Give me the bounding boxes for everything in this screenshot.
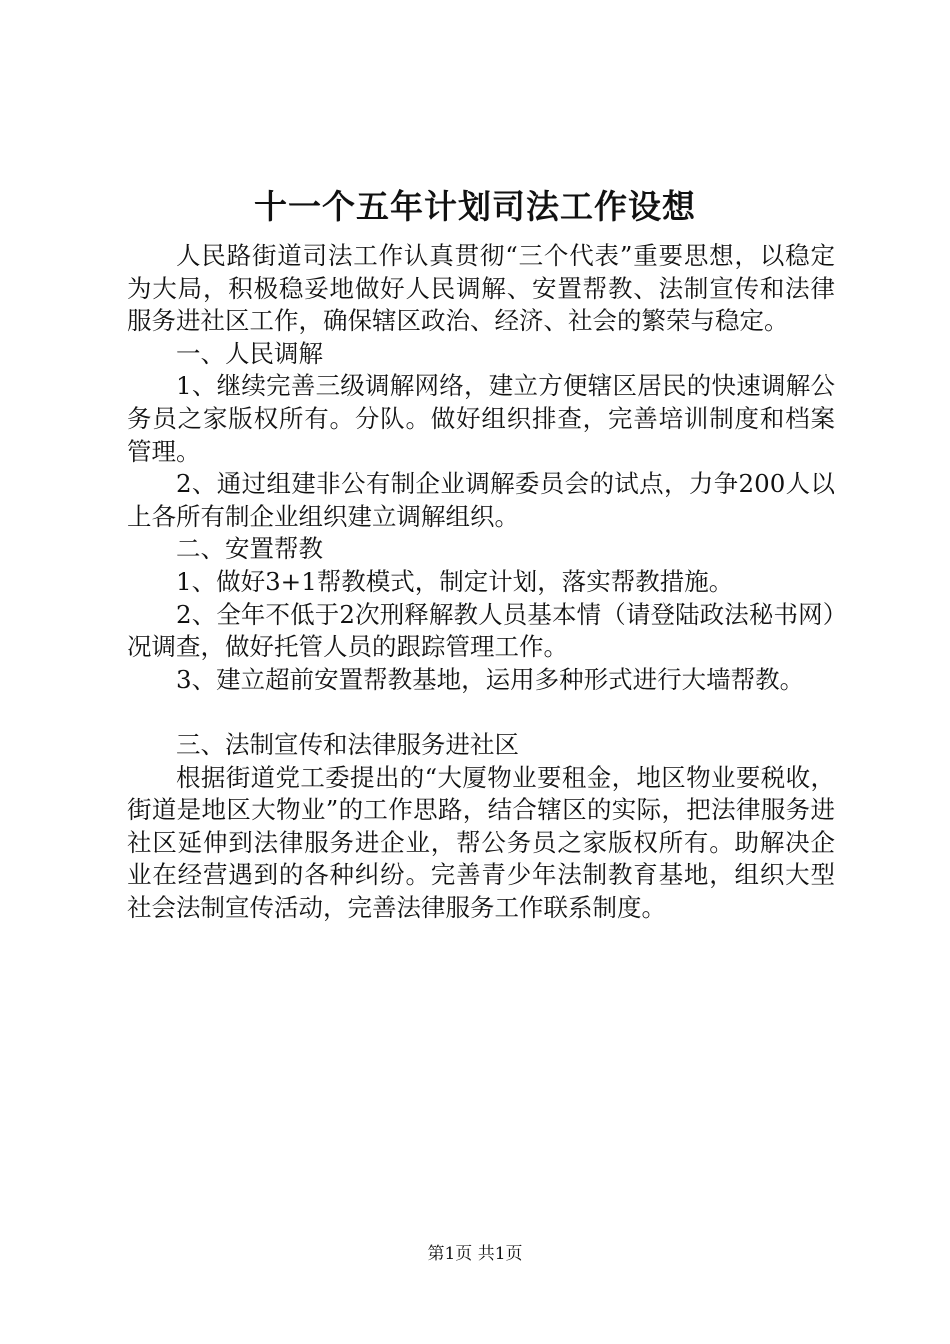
mediation-item-2: 2、通过组建非公有制企业调解委员会的试点，力争200人以上各所有制企业组织建立调解组织。 <box>127 469 835 531</box>
blank-line <box>127 696 835 729</box>
page-footer: 第1页 共1页 <box>427 1244 523 1264</box>
resettlement-item-1: 1、做好3+1帮教模式，制定计划，落实帮教措施。 <box>176 566 734 596</box>
document-title: 十一个五年计划司法工作设想 <box>254 187 696 226</box>
resettlement-item-2: 2、全年不低于2次刑释解教人员基本情（请登陆政法秘书网）况调查，做好托管人员的跟踪管理工作。 <box>127 599 835 662</box>
section-heading-legal-services: 三、法制宣传和法律服务进社区 <box>176 729 519 759</box>
document-body <box>127 240 835 924</box>
resettlement-item-3: 3、建立超前安置帮教基地，运用多种形式进行大墙帮教。 <box>176 664 805 694</box>
section-heading-mediation: 一、人民调解 <box>176 338 323 368</box>
intro-paragraph: 人民路街道司法工作认真贯彻“三个代表”重要思想，以稳定为大局，积极稳妥地做好人民调解、安置帮教、法制宣传和法律服务进社区工作，确保辖区政治、经济、社会的繁荣与稳定。 <box>127 241 835 336</box>
mediation-item-1: 1、继续完善三级调解网络，建立方便辖区居民的快速调解公务员之家版权所有。分队。做好组织排查，完善培训制度和档案管理。 <box>127 371 835 466</box>
legal-services-paragraph: 根据街道党工委提出的“大厦物业要租金，地区物业要税收，街道是地区大物业”的工作思路，结合辖区的实际，把法律服务进社区延伸到法律服务进企业，帮公务员之家版权所有。助解决企业在经营遇到的各种纠纷。完善青少年法制教育基地，组织大型社会法制宣传活动，完善法律服务工作联系制度。 <box>127 762 835 922</box>
section-heading-resettlement: 二、安置帮教 <box>176 534 323 564</box>
